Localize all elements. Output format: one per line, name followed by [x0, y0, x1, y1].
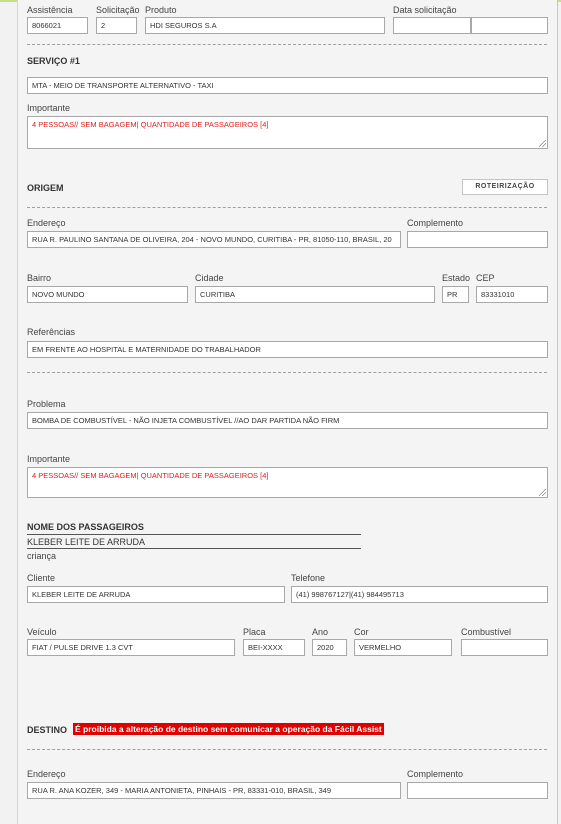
servico-importante-text: 4 PESSOAS// SEM BAGAGEM| QUANTIDADE DE PASSAGEIROS [4]: [32, 120, 269, 129]
destino-complemento-label: Complemento: [407, 769, 464, 779]
servico-importante-label: Importante: [27, 103, 71, 113]
problema-importante-label: Importante: [27, 454, 71, 464]
combustivel-field[interactable]: [461, 639, 548, 656]
cidade-label: Cidade: [195, 273, 224, 283]
hora-solicitacao-field[interactable]: [471, 17, 548, 34]
passageiro-name: KLEBER LEITE DE ARRUDA: [27, 537, 146, 547]
ano-field[interactable]: 2020: [312, 639, 347, 656]
passageiros-title: NOME DOS PASSAGEIROS: [27, 522, 144, 532]
origem-endereco-label: Endereço: [27, 218, 66, 228]
produto-label: Produto: [145, 5, 177, 15]
problema-importante-textarea[interactable]: [27, 467, 548, 498]
veiculo-label: Veículo: [27, 627, 57, 637]
estado-label: Estado: [442, 273, 471, 283]
ano-label: Ano: [312, 627, 329, 637]
data-solicitacao-label: Data solicitação: [393, 5, 457, 15]
divider: [27, 749, 547, 750]
passageiro-name-underline: [27, 548, 361, 549]
referencias-label: Referências: [27, 327, 76, 337]
destino-endereco-label: Endereço: [27, 769, 66, 779]
problema-field[interactable]: BOMBA DE COMBUSTÍVEL - NÃO INJETA COMBUSTÍVEL //AO DAR PARTIDA NÃO FIRM: [27, 412, 548, 429]
origem-complemento-label: Complemento: [407, 218, 464, 228]
placa-label: Placa: [243, 627, 266, 637]
problema-label: Problema: [27, 399, 66, 409]
solicitacao-label: Solicitação: [96, 5, 140, 15]
cidade-field[interactable]: CURITIBA: [195, 286, 435, 303]
referencias-field[interactable]: EM FRENTE AO HOSPITAL E MATERNIDADE DO TRABALHADOR: [27, 341, 548, 358]
cliente-field[interactable]: KLEBER LEITE DE ARRUDA: [27, 586, 285, 603]
divider: [27, 207, 547, 208]
origem-endereco-field[interactable]: RUA R. PAULINO SANTANA DE OLIVEIRA, 204 - NOVO MUNDO, CURITIBA - PR, 81050-110, BRASIL, 20: [27, 231, 401, 248]
destino-complemento-field[interactable]: [407, 782, 548, 799]
servico-title: SERVIÇO #1: [27, 56, 80, 66]
solicitacao-field[interactable]: 2: [96, 17, 137, 34]
servico-field[interactable]: MTA - MEIO DE TRANSPORTE ALTERNATIVO - TAXI: [27, 77, 548, 94]
cliente-label: Cliente: [27, 573, 56, 583]
assistencia-label: Assistência: [27, 5, 73, 15]
divider: [27, 44, 547, 45]
passageiros-title-underline: [27, 534, 361, 535]
estado-field[interactable]: PR: [442, 286, 469, 303]
destino-title: DESTINO: [27, 725, 68, 735]
telefone-field[interactable]: (41) 998767127|(41) 984495713: [291, 586, 548, 603]
bairro-field[interactable]: NOVO MUNDO: [27, 286, 188, 303]
placa-field[interactable]: BEI-XXXX: [243, 639, 305, 656]
origem-complemento-field[interactable]: [407, 231, 548, 248]
roteirizacao-button[interactable]: ROTEIRIZAÇÃO: [462, 179, 548, 195]
destino-warning-badge: É proibida a alteração de destino sem comunicar a operação da Fácil Assist: [75, 724, 382, 734]
destino-endereco-field[interactable]: RUA R. ANA KOZER, 349 - MARIA ANTONIETA, PINHAIS - PR, 83331-010, BRASIL, 349: [27, 782, 401, 799]
bairro-label: Bairro: [27, 273, 52, 283]
assistencia-field[interactable]: 8066021: [27, 17, 88, 34]
origem-title: ORIGEM: [27, 183, 64, 193]
produto-field[interactable]: HDI SEGUROS S.A: [145, 17, 385, 34]
passageiro-note: criança: [27, 551, 57, 561]
veiculo-field[interactable]: FIAT / PULSE DRIVE 1.3 CVT: [27, 639, 235, 656]
problema-importante-text: 4 PESSOAS// SEM BAGAGEM| QUANTIDADE DE PASSAGEIROS [4]: [32, 471, 269, 480]
data-solicitacao-field[interactable]: [393, 17, 471, 34]
cep-label: CEP: [476, 273, 495, 283]
resize-grip-icon[interactable]: [539, 489, 546, 496]
divider: [27, 372, 547, 373]
combustivel-label: Combustível: [461, 627, 512, 637]
cor-field[interactable]: VERMELHO: [354, 639, 452, 656]
resize-grip-icon[interactable]: [539, 140, 546, 147]
servico-importante-textarea[interactable]: [27, 116, 548, 149]
cor-label: Cor: [354, 627, 369, 637]
telefone-label: Telefone: [291, 573, 326, 583]
cep-field[interactable]: 83331010: [476, 286, 548, 303]
